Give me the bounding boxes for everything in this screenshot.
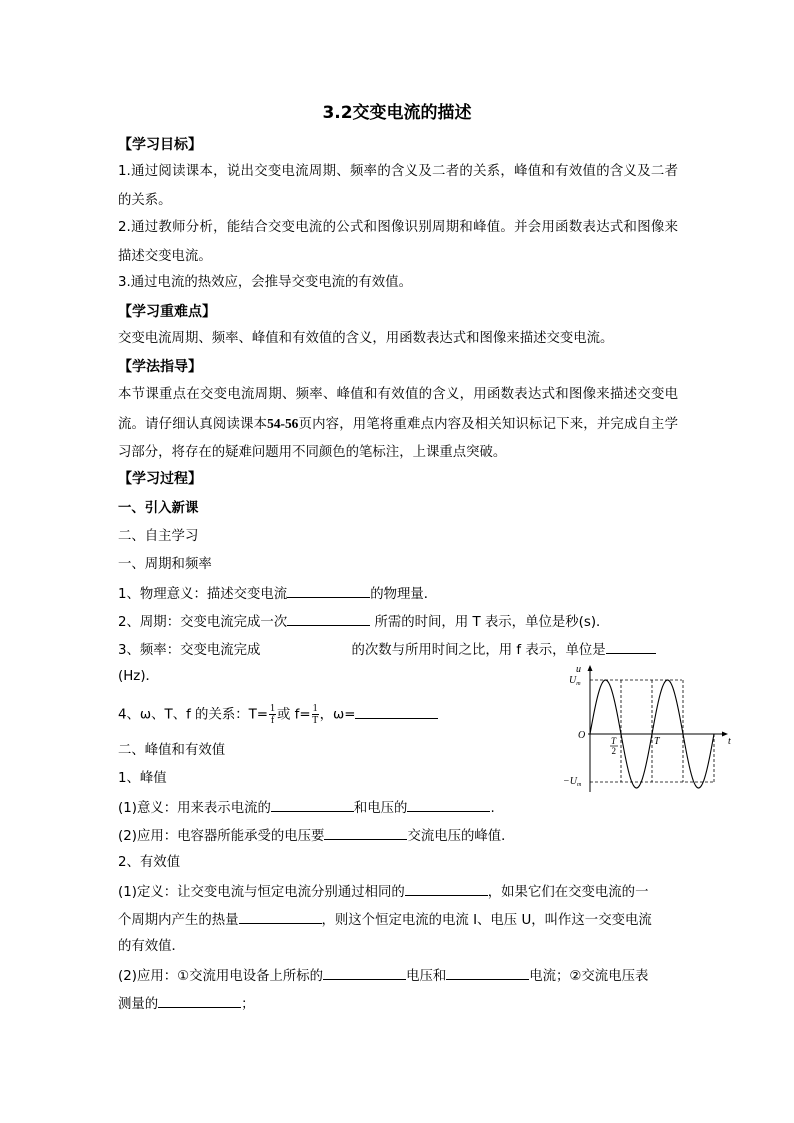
effective-title: 2、有效值	[118, 855, 181, 870]
eff2-text-c: 电流；②交流电压表	[529, 969, 649, 984]
blank-field[interactable]	[446, 965, 529, 980]
guide-text-b: 页内容，用笔将重难点内容及相关知识标记下来，并完成自主学习部分，将存在的疑难问题用不同颜色的笔标注，上课重点突破。	[118, 416, 679, 460]
peak2-text-a: (2)应用：电容器所能承受的电压要	[118, 829, 325, 844]
process-part1: 一、引入新课	[118, 501, 199, 516]
peak-effective-title: 二、峰值和有效值	[118, 743, 226, 758]
q4-text-b: ，ω=	[319, 707, 356, 723]
blank-field[interactable]	[287, 583, 370, 598]
question-2	[118, 611, 609, 633]
blank-field[interactable]	[287, 611, 370, 626]
y-axis-arrow-icon	[588, 665, 593, 671]
period-frequency-title: 一、周期和频率	[118, 557, 212, 572]
effective-application-line1	[118, 965, 648, 987]
effective-definition-line2	[118, 909, 652, 931]
objective-2: 2.通过教师分析，能结合交变电流的公式和图像识别周期和峰值。并会用函数表达式和图像来描述交变电流。	[118, 220, 678, 264]
objective-1: 1.通过阅读课本，说出交变电流周期、频率的含义及二者的关系，峰值和有效值的含义及二者的关系。	[118, 164, 678, 208]
q3-text-a: 3、频率：交变电流完成	[118, 643, 261, 658]
peak-label: $U_m$	[569, 675, 581, 687]
eff1-text-c: 个周期内产生的热量	[118, 913, 239, 928]
sine-wave-graph	[560, 660, 736, 800]
effective-definition-line1	[118, 881, 648, 903]
objective-3: 3.通过电流的热效应，会推导交变电流的有效值。	[118, 275, 412, 290]
blank-field[interactable]	[355, 704, 438, 719]
guide-pages: 54-56	[267, 415, 299, 431]
q1-text-b: 的物理量．	[370, 587, 438, 602]
half-period-label-num: T	[611, 736, 617, 746]
peak1-text-b: 和电压的	[353, 801, 408, 816]
question-4	[118, 703, 438, 726]
eff2-text-a: (2)应用：①交流用电设备上所标的	[118, 969, 324, 984]
page-title: 3.2交变电流的描述	[322, 103, 472, 123]
peak-title: 1、峰值	[118, 771, 167, 786]
process-part2: 二、自主学习	[118, 529, 199, 544]
eff2-text-e: ；	[241, 997, 255, 1012]
eff2-text-b: 电压和	[406, 969, 447, 984]
peak1-text-a: (1)意义：用来表示电流的	[118, 801, 271, 816]
q3-text-b: 的次数与所用时间之比，用 f 表示，单位是	[351, 643, 606, 658]
blank-field[interactable]	[239, 909, 322, 924]
fraction-1-over-T: $\frac{1}{T}$	[312, 703, 319, 726]
eff1-text-d: ，则这个恒定电流的电流 I、电压 U，叫作这一交变电流	[321, 913, 652, 928]
x-axis-label: t	[728, 736, 731, 747]
guide-text-a: 本节课重点在交变电流周期、频率、峰值和有效值的含义，用函数表达式和图像来描述交变电流。请仔细认真阅读课本	[118, 387, 678, 432]
question-3-unit: (Hz)．	[118, 669, 159, 684]
guide-heading: 【学法指导】	[118, 359, 202, 375]
process-heading: 【学习过程】	[118, 471, 202, 487]
peak-application	[118, 825, 515, 847]
blank-field[interactable]	[271, 797, 354, 812]
blank-field[interactable]	[405, 881, 488, 896]
peak-meaning	[118, 797, 495, 819]
eff2-text-d: 测量的	[118, 997, 159, 1012]
q1-text-a: 1、物理意义：描述交变电流	[118, 587, 288, 602]
peak1-text-c: .	[490, 801, 495, 816]
origin-label: O	[578, 730, 586, 741]
effective-definition-line3: 的有效值．	[118, 939, 185, 954]
blank-field[interactable]	[158, 993, 241, 1008]
y-axis-label: u	[576, 664, 581, 675]
key-points-heading: 【学习重难点】	[118, 304, 216, 320]
q4-text-mid: 或 f=	[277, 707, 311, 723]
blank-field[interactable]	[407, 797, 490, 812]
question-1	[118, 583, 437, 605]
key-points-text: 交变电流周期、频率、峰值和有效值的含义，用函数表达式和图像来描述交变电流。	[118, 331, 614, 346]
trough-label: $-U_m$	[563, 776, 582, 788]
guide-text	[118, 381, 678, 468]
blank-field[interactable]	[323, 965, 406, 980]
blank-field[interactable]	[260, 640, 351, 654]
blank-field[interactable]	[324, 825, 407, 840]
eff1-text-b: ，如果它们在交变电流的一	[487, 885, 649, 900]
q4-text-a: 4、ω、T、f 的关系：T=	[118, 707, 269, 723]
half-period-label-den: 2	[611, 746, 616, 756]
q2-text-b: 所需的时间，用 T 表示，单位是秒(s)．	[370, 615, 610, 630]
peak2-text-b: 交流电压的峰值．	[407, 829, 515, 844]
period-label: T	[654, 736, 660, 747]
question-3	[118, 639, 656, 661]
q2-text-a: 2、周期：交变电流完成一次	[118, 615, 288, 630]
fraction-1-over-f: $\frac{1}{f}$	[270, 703, 276, 726]
objectives-heading: 【学习目标】	[118, 137, 202, 153]
effective-application-line2	[118, 993, 255, 1015]
eff1-text-a: (1)定义：让交变电流与恒定电流分别通过相同的	[118, 885, 405, 900]
blank-field[interactable]	[606, 639, 656, 654]
